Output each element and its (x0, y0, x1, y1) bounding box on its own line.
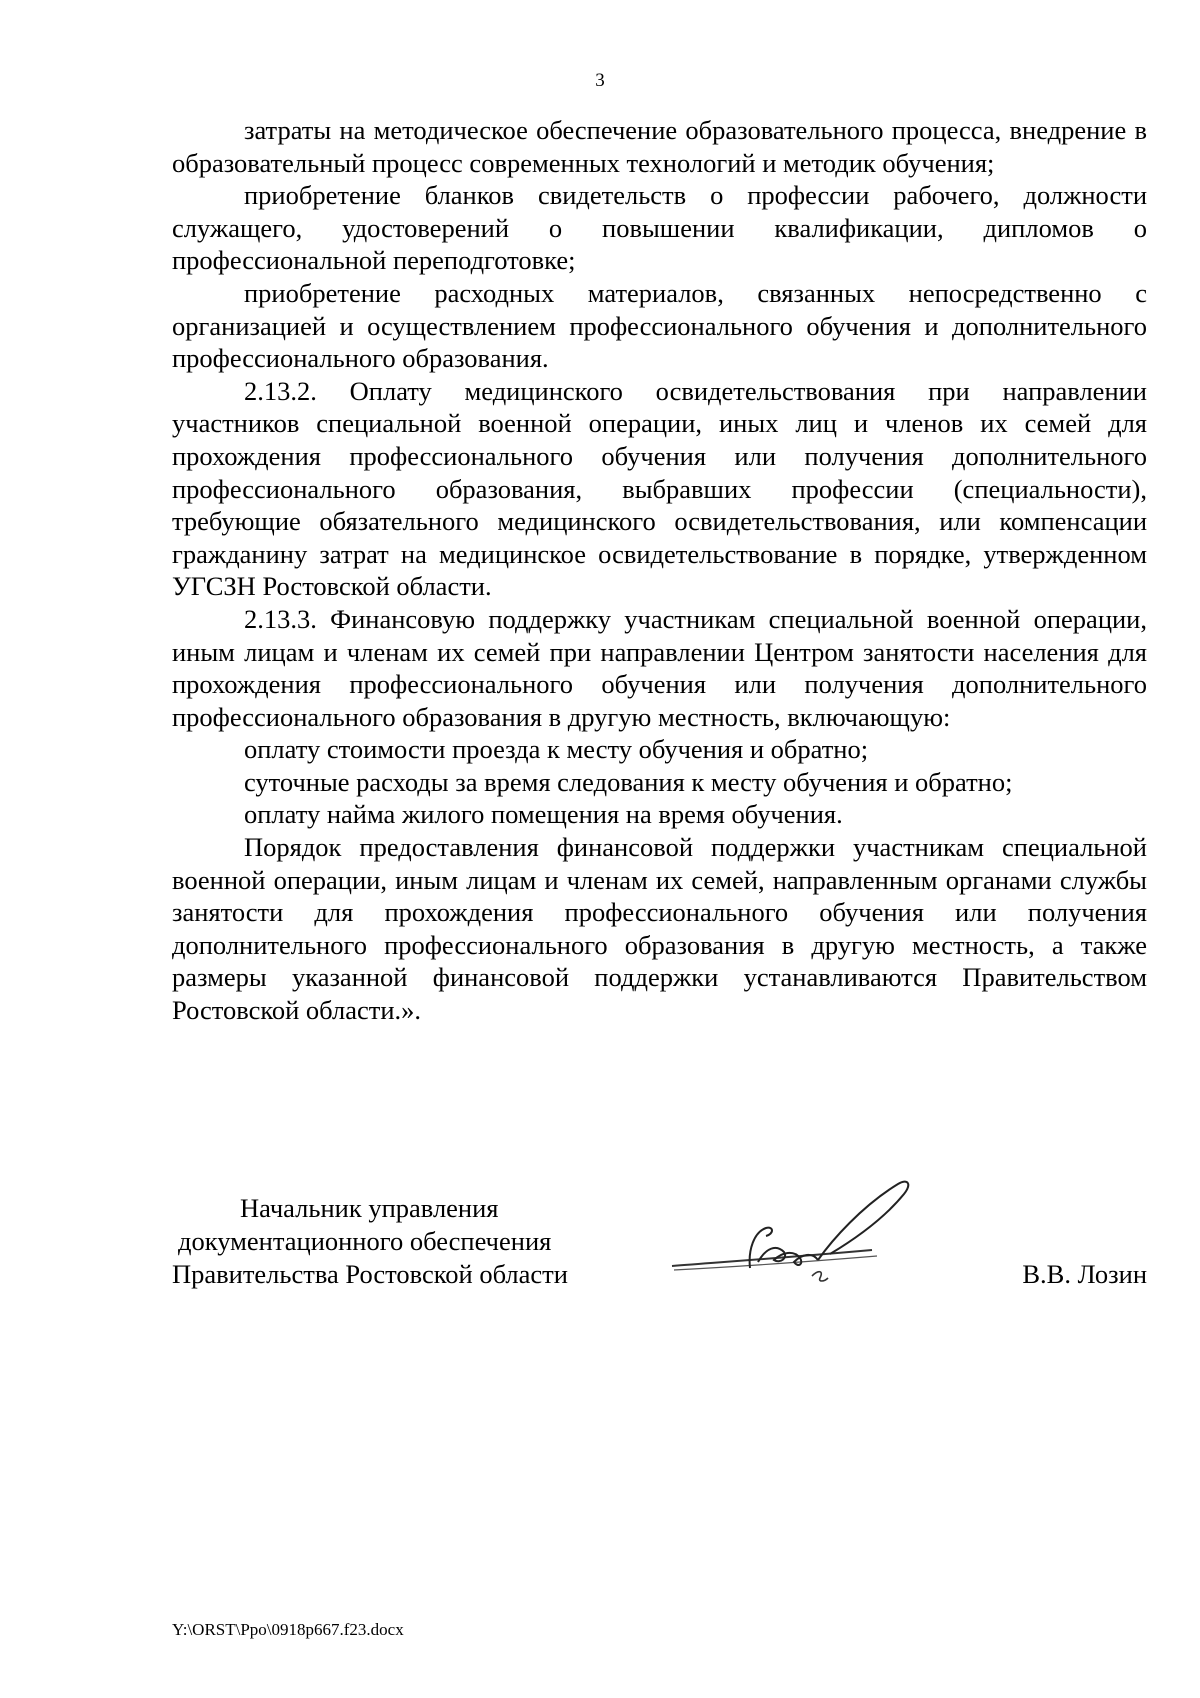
paragraph-housing-rent: оплату найма жилого помещения на время обучения. (244, 799, 843, 830)
page-number: 3 (595, 70, 605, 91)
paragraph-2-13-2: 2.13.2. Оплату медицинского освидетельствования при направлении участников специальной военной операции, иных лиц и членов их семей для прохождения профессионального обучения или получения дополнительного профессионального образования, выбравших профессии (специальности), требующие обязательного медицинского освидетельствования, или компенсации гражданину затрат на медицинское освидетельствование в порядке, утвержденном УГСЗН Ростовской области. (172, 375, 1147, 602)
document-body (172, 114, 1147, 1027)
signer-position-line-1: Начальник управления (240, 1193, 499, 1223)
paragraph-daily-expenses: суточные расходы за время следования к месту обучения и обратно; (244, 766, 1013, 797)
signer-position-line-2: документационного обеспечения (178, 1226, 552, 1256)
signer-name: В.В. Лозин (1022, 1259, 1147, 1289)
paragraph-blank-forms: приобретение бланков свидетельств о профессии рабочего, должности служащего, удостоверений о повышении квалификации, дипломов о профессиональной переподготовке; (172, 180, 1147, 276)
handwritten-signature (662, 1170, 932, 1300)
paragraph-procedure: Порядок предоставления финансовой поддержки участникам специальной военной операции, иным лицам и членам их семей, направленным органами службы занятости для прохождения профессионального обучения или получения дополнительного профессионального образования в другую местность, а также размеры указанной финансовой поддержки устанавливаются Правительством Ростовской области.». (172, 832, 1147, 1026)
signer-position-line-3: Правительства Ростовской области (172, 1259, 568, 1289)
signature-block (172, 1192, 1147, 1312)
paragraph-methodical-costs: затраты на методическое обеспечение образовательного процесса, внедрение в образовательный процесс современных технологий и методик обучения; (172, 115, 1147, 178)
paragraph-travel-cost: оплату стоимости проезда к месту обучения и обратно; (244, 734, 869, 765)
paragraph-consumables: приобретение расходных материалов, связанных непосредственно с организацией и осуществлением профессионального обучения и дополнительного профессионального образования. (172, 277, 1147, 374)
paragraph-2-13-3: 2.13.3. Финансовую поддержку участникам специальной военной операции, иным лицам и членам их семей при направлении Центром занятости населения для прохождения профессионального обучения или получения дополнительного профессионального образования в другую местность, включающую: (172, 603, 1147, 732)
file-path-footer: Y:\ORST\Ppo\0918p667.f23.docx (172, 1620, 404, 1639)
